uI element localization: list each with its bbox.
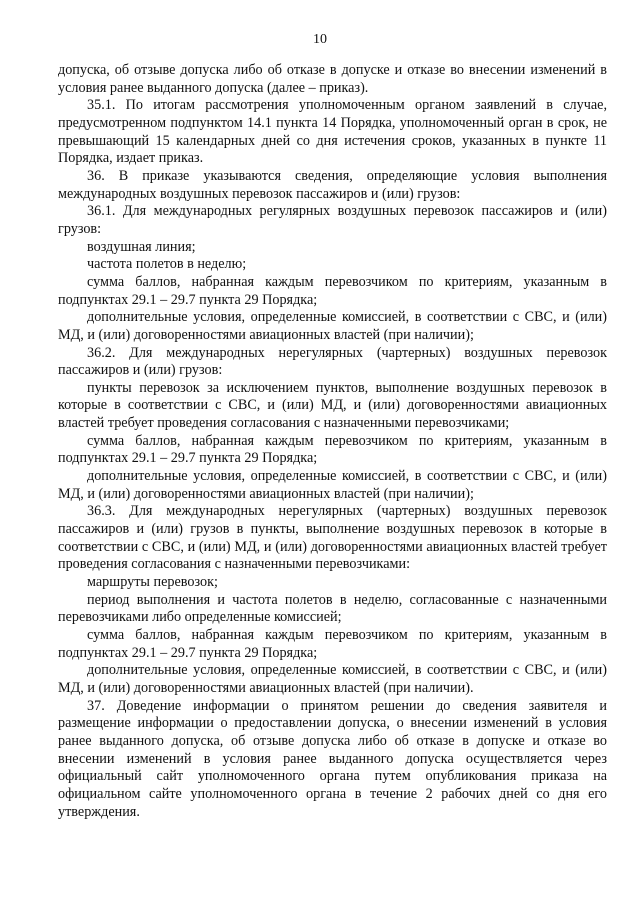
paragraph-35-1: 35.1. По итогам рассмотрения уполномоченным органом заявлений в случае, предусмотренном подпунктом 14.1 пункта 14 Порядка, уполномоченный орган в срок, не превышающий 15 календарных дней со дня истечения сроков, указанных в пункте 11 Порядка, издает приказ.	[58, 97, 607, 167]
paragraph-36: 36. В приказе указываются сведения, определяющие условия выполнения международных воздушных перевозок пассажиров и (или) грузов:	[58, 167, 607, 202]
paragraph-36-1-conditions: дополнительные условия, определенные комиссией, в соответствии с СВС, и (или) МД, и (или) договоренностями авиационных властей (при наличии);	[58, 309, 607, 343]
paragraph-36-3: 36.3. Для международных нерегулярных (чартерных) воздушных перевозок пассажиров и (или) грузов в пункты, выполнение воздушных перевозок в которые в соответствии с СВС, и (или) МД, и (или) договоренностями авиационных властей требует проведения согласования с назначенными перевозчиками:	[58, 503, 607, 573]
page-number: 10	[313, 32, 327, 47]
paragraph-36-2-conditions: дополнительные условия, определенные комиссией, в соответствии с СВС, и (или) МД, и (или) договоренностями авиационных властей (при наличии);	[58, 468, 607, 502]
paragraph-36-2-score: сумма баллов, набранная каждым перевозчиком по критериям, указанным в подпунктах 29.1 – 29.7 пункта 29 Порядка;	[58, 432, 607, 467]
paragraph-36-2: 36.2. Для международных нерегулярных (чартерных) воздушных перевозок пассажиров и (или) грузов:	[58, 344, 607, 379]
paragraph-36-3-score: сумма баллов, набранная каждым перевозчиком по критериям, указанным в подпунктах 29.1 – 29.7 пункта 29 Порядка;	[58, 627, 607, 661]
paragraph-36-1: 36.1. Для международных регулярных воздушных перевозок пассажиров и (или) грузов:	[58, 203, 607, 237]
document-body	[58, 62, 607, 821]
paragraph-36-3-conditions: дополнительные условия, определенные комиссией, в соответствии с СВС, и (или) МД, и (или) договоренностями авиационных властей (при наличии).	[58, 662, 607, 696]
paragraph-36-3-period: период выполнения и частота полетов в неделю, согласованные с назначенными перевозчиками либо определенные комиссией;	[58, 591, 607, 626]
paragraph-36-3-routes: маршруты перевозок;	[87, 574, 218, 591]
paragraph-37: 37. Доведение информации о принятом решении до сведения заявителя и размещение информации о предоставлении допуска, о внесении изменений в условия ранее выданного допуска, об отзыве допуска либо об отказе в допуске и отказе во внесении изменений в условия ранее выданного допуска осуществляется через официальный сайт уполномоченного органа путем опубликования приказа на официальном сайте уполномоченного органа в течение 2 рабочих дней со дня его утверждения.	[58, 697, 607, 820]
paragraph-36-1-score: сумма баллов, набранная каждым перевозчиком по критериям, указанным в подпунктах 29.1 – 29.7 пункта 29 Порядка;	[58, 273, 607, 308]
paragraph-36-1-air-line: воздушная линия;	[87, 238, 196, 255]
paragraph-36-1-frequency: частота полетов в неделю;	[87, 256, 247, 273]
paragraph-36-2-points: пункты перевозок за исключением пунктов, выполнение воздушных перевозок в которые в соответствии с СВС, и (или) МД, и (или) договоренностями авиационных властей требует проведения согласования с назначенными перевозчиками;	[58, 379, 607, 432]
paragraph-continuation: допуска, об отзыве допуска либо об отказе в допуске и отказе во внесении изменений в условия ранее выданного допуска (далее – приказ).	[58, 62, 607, 96]
